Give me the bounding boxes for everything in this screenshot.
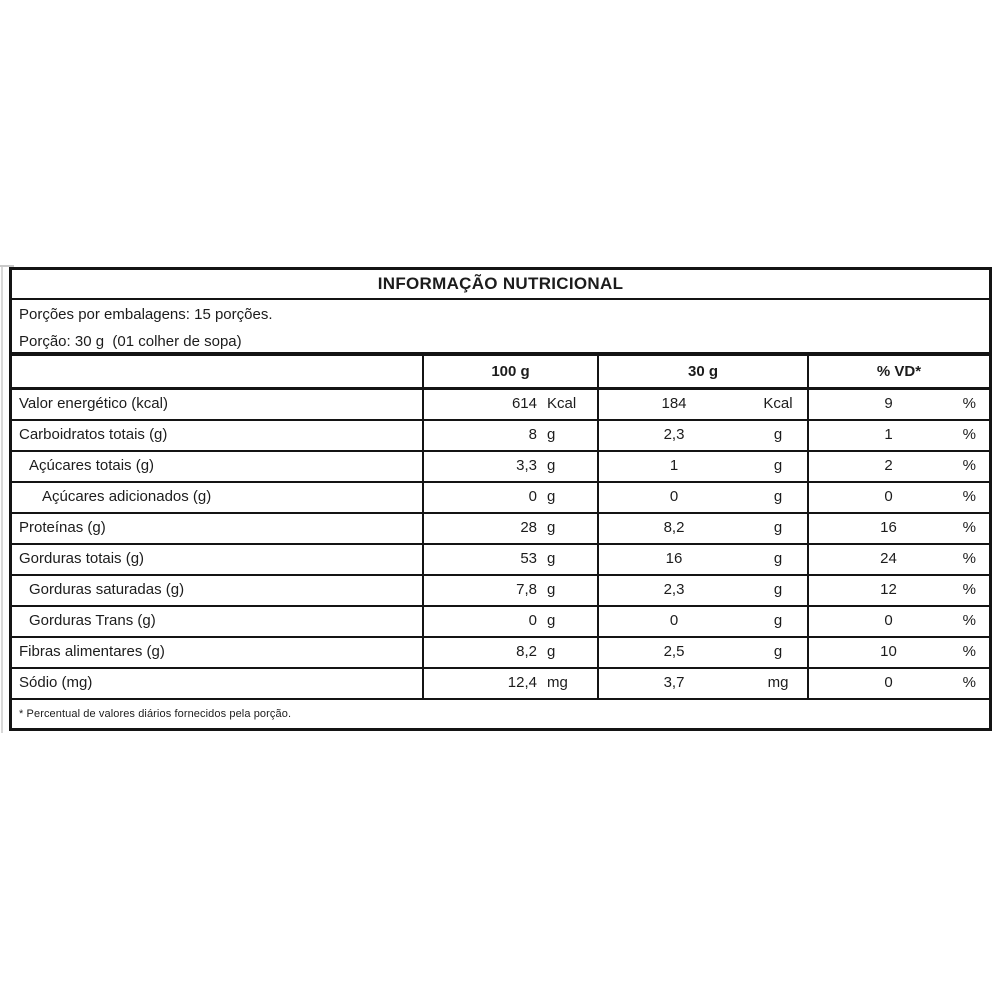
per100-unit: g bbox=[547, 581, 556, 598]
daily-value-unit: % bbox=[962, 488, 976, 505]
daily-value: 0 bbox=[884, 674, 893, 691]
per30-unit: Kcal bbox=[763, 395, 793, 412]
per100-unit: g bbox=[547, 426, 556, 443]
per30-cell bbox=[597, 545, 807, 574]
per100-unit: g bbox=[547, 612, 556, 629]
column-header-row bbox=[12, 356, 989, 390]
per100-value: 8 bbox=[528, 426, 537, 443]
nutrient-name: Proteínas (g) bbox=[19, 519, 106, 536]
per100-value: 3,3 bbox=[516, 457, 537, 474]
per100-value: 7,8 bbox=[516, 581, 537, 598]
nutrient-name: Açúcares totais (g) bbox=[29, 457, 155, 474]
column-header-30g: 30 g bbox=[597, 356, 807, 387]
per30-unit: g bbox=[773, 488, 783, 505]
per30-value: 2,3 bbox=[663, 426, 685, 443]
per100-unit: Kcal bbox=[547, 395, 577, 412]
per30-value: 3,7 bbox=[663, 674, 685, 691]
per30-value: 0 bbox=[669, 488, 679, 505]
per100-value: 8,2 bbox=[516, 643, 537, 660]
per100-cell bbox=[422, 638, 597, 667]
per100-cell bbox=[422, 483, 597, 512]
daily-value-unit: % bbox=[962, 426, 976, 443]
daily-value: 9 bbox=[884, 395, 893, 412]
table-row-proteinas bbox=[12, 514, 989, 545]
nutrient-name: Carboidratos totais (g) bbox=[19, 426, 168, 443]
nutrient-name: Valor energético (kcal) bbox=[19, 395, 168, 412]
per30-unit: g bbox=[773, 581, 783, 598]
per30-unit: g bbox=[773, 550, 783, 567]
per30-unit: g bbox=[773, 457, 783, 474]
per30-value: 8,2 bbox=[663, 519, 685, 536]
per30-cell bbox=[597, 483, 807, 512]
table-row-acucares-totais bbox=[12, 452, 989, 483]
daily-value-cell bbox=[807, 576, 989, 605]
daily-value: 16 bbox=[880, 519, 897, 536]
daily-value-cell bbox=[807, 390, 989, 419]
daily-value: 12 bbox=[880, 581, 897, 598]
daily-value: 2 bbox=[884, 457, 893, 474]
per30-value: 0 bbox=[669, 612, 679, 629]
per30-unit: mg bbox=[767, 674, 789, 691]
daily-value-cell bbox=[807, 669, 989, 698]
per100-unit: g bbox=[547, 488, 556, 505]
per100-cell bbox=[422, 421, 597, 450]
daily-value-cell bbox=[807, 483, 989, 512]
table-row-gorduras-trans bbox=[12, 607, 989, 638]
daily-value-unit: % bbox=[962, 519, 976, 536]
per30-value: 16 bbox=[665, 550, 683, 567]
table-title: INFORMAÇÃO NUTRICIONAL bbox=[12, 270, 989, 300]
servings-per-package-text: Porções por embalagens: 15 porções. bbox=[19, 306, 273, 323]
serving-info-section bbox=[12, 300, 989, 356]
daily-value-unit: % bbox=[962, 674, 976, 691]
table-row-carboidratos-totais bbox=[12, 421, 989, 452]
nutrient-name: Fibras alimentares (g) bbox=[19, 643, 165, 660]
per100-unit: mg bbox=[547, 674, 568, 691]
per100-unit: g bbox=[547, 457, 556, 474]
per30-cell bbox=[597, 452, 807, 481]
daily-value-cell bbox=[807, 545, 989, 574]
table-row-fibras-alimentares bbox=[12, 638, 989, 669]
per100-value: 12,4 bbox=[507, 674, 537, 691]
table-row-sodio bbox=[12, 669, 989, 700]
per100-cell bbox=[422, 390, 597, 419]
daily-value: 0 bbox=[884, 612, 893, 629]
per100-value: 0 bbox=[528, 612, 537, 629]
daily-value: 24 bbox=[880, 550, 897, 567]
portion-size-text: Porção: 30 g (01 colher de sopa) bbox=[19, 333, 242, 350]
daily-value: 1 bbox=[884, 426, 893, 443]
per100-cell bbox=[422, 545, 597, 574]
nutrient-name: Gorduras saturadas (g) bbox=[29, 581, 185, 598]
daily-value-unit: % bbox=[962, 581, 976, 598]
daily-value-cell bbox=[807, 514, 989, 543]
per30-unit: g bbox=[773, 612, 783, 629]
per30-value: 2,3 bbox=[663, 581, 685, 598]
per100-value: 28 bbox=[520, 519, 537, 536]
nutrient-name: Gorduras totais (g) bbox=[19, 550, 145, 567]
per30-value: 184 bbox=[661, 395, 687, 412]
per100-value: 0 bbox=[528, 488, 537, 505]
per100-value: 614 bbox=[511, 395, 537, 412]
table-row-valor-energetico bbox=[12, 390, 989, 421]
table-row-acucares-adicionados bbox=[12, 483, 989, 514]
per100-unit: g bbox=[547, 643, 556, 660]
daily-value-unit: % bbox=[962, 395, 976, 412]
daily-value-cell bbox=[807, 638, 989, 667]
table-row-gorduras-totais bbox=[12, 545, 989, 576]
per30-cell bbox=[597, 607, 807, 636]
table-row-gorduras-saturadas bbox=[12, 576, 989, 607]
per30-cell bbox=[597, 576, 807, 605]
daily-value-unit: % bbox=[962, 550, 976, 567]
per30-cell bbox=[597, 669, 807, 698]
per30-unit: g bbox=[773, 643, 783, 660]
per100-cell bbox=[422, 669, 597, 698]
daily-value-cell bbox=[807, 421, 989, 450]
per30-cell bbox=[597, 638, 807, 667]
daily-value-cell bbox=[807, 452, 989, 481]
column-header-empty bbox=[12, 356, 422, 387]
daily-value: 10 bbox=[880, 643, 897, 660]
per100-unit: g bbox=[547, 550, 556, 567]
column-header-daily-value: % VD* bbox=[807, 356, 989, 387]
per30-cell bbox=[597, 390, 807, 419]
per100-unit: g bbox=[547, 519, 556, 536]
footnote: * Percentual de valores diários fornecidos pela porção. bbox=[19, 708, 292, 720]
per30-unit: g bbox=[773, 426, 783, 443]
daily-value-cell bbox=[807, 607, 989, 636]
per30-unit: g bbox=[773, 519, 783, 536]
per30-value: 2,5 bbox=[663, 643, 685, 660]
per30-cell bbox=[597, 514, 807, 543]
daily-value: 0 bbox=[884, 488, 893, 505]
per100-cell bbox=[422, 607, 597, 636]
nutrient-name: Açúcares adicionados (g) bbox=[42, 488, 212, 505]
daily-value-unit: % bbox=[962, 643, 976, 660]
photo-edge-artifact-left bbox=[1, 267, 3, 733]
daily-value-unit: % bbox=[962, 612, 976, 629]
nutrition-facts-table bbox=[9, 267, 992, 731]
per100-value: 53 bbox=[520, 550, 537, 567]
nutrient-name: Sódio (mg) bbox=[19, 674, 93, 691]
daily-value-unit: % bbox=[962, 457, 976, 474]
per30-cell bbox=[597, 421, 807, 450]
per100-cell bbox=[422, 452, 597, 481]
per30-value: 1 bbox=[669, 457, 679, 474]
column-header-100g: 100 g bbox=[422, 356, 597, 387]
per100-cell bbox=[422, 576, 597, 605]
per100-cell bbox=[422, 514, 597, 543]
nutrient-name: Gorduras Trans (g) bbox=[29, 612, 156, 629]
